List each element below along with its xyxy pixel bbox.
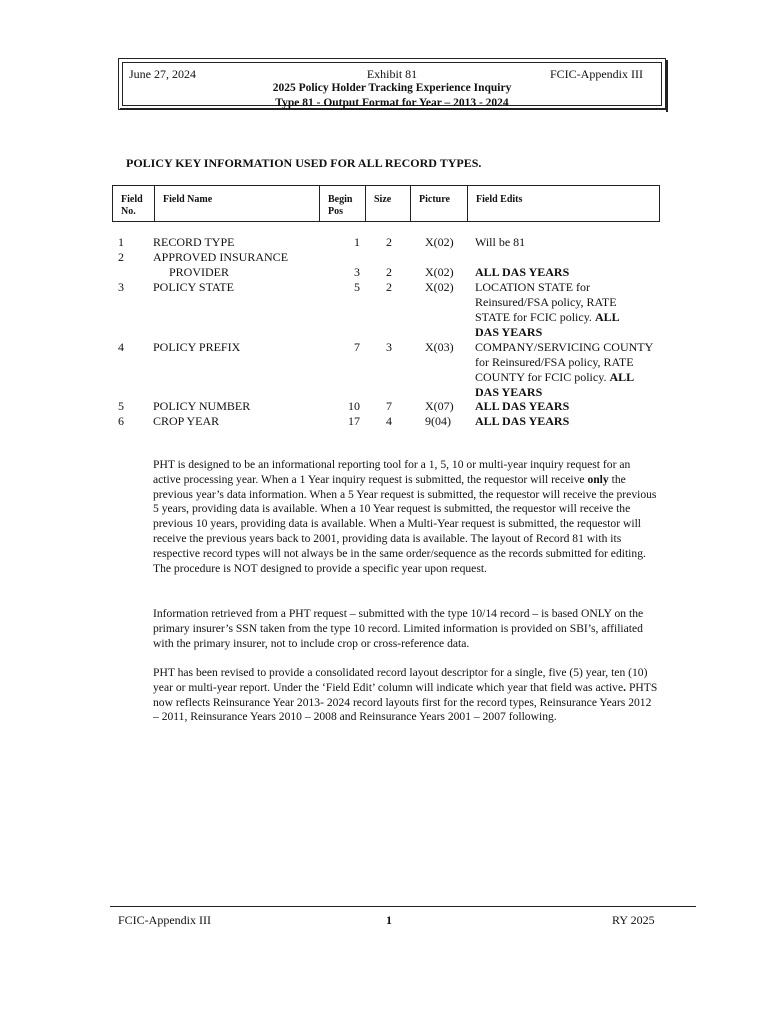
col-field-name	[155, 186, 320, 221]
row3-edit	[475, 280, 640, 340]
header-appendix: FCIC-Appendix III	[550, 67, 643, 81]
paragraph-1-bold: only	[587, 472, 609, 486]
row4-edit-text: COMPANY/SERVICING COUNTY for Reinsured/FSA policy, RATE COUNTY for FCIC policy.	[475, 340, 653, 384]
row2-size: 2	[386, 265, 392, 279]
row2-picture: X(02)	[425, 265, 454, 279]
row1-size: 2	[386, 235, 392, 249]
col-field-edits-label: Field Edits	[476, 194, 523, 205]
row2-no: 2	[118, 250, 124, 264]
row3-no: 3	[118, 280, 124, 294]
footer-reinsurance-year: RY 2025	[612, 913, 655, 927]
row4-picture: X(03)	[425, 340, 454, 354]
paragraph-3-a: PHT has been revised to provide a consolidated record layout descriptor for a single, five (5) year, ten (10) year or multi-year report. Under the ‘Field Edit’ column will indicate which year that field was active	[153, 666, 648, 694]
row6-begin: 17	[348, 414, 360, 428]
col-field-no-line2: No.	[121, 206, 136, 217]
row1-picture: X(02)	[425, 235, 454, 249]
row6-picture: 9(04)	[425, 414, 451, 428]
row1-no: 1	[118, 235, 124, 249]
footer-page-number: 1	[386, 913, 392, 927]
paragraph-3-b: PHTS now reflects Reinsurance Year 2013- 2024 record layouts first for the record types, Reinsurance Years 2012 – 2011, Reinsurance Years 2010 – 2008 and Reinsurance Years 2001 – 2007 following.	[153, 680, 658, 724]
col-picture	[411, 186, 468, 221]
row4-size: 3	[386, 340, 392, 354]
row3-size: 2	[386, 280, 392, 294]
row2-edit-bold: ALL DAS YEARS	[475, 265, 570, 279]
row2-begin: 3	[354, 265, 360, 279]
col-field-no	[113, 186, 155, 221]
paragraph-3	[153, 666, 658, 725]
row6-edit-bold: ALL DAS YEARS	[475, 414, 570, 428]
row4-edit-bold: ALL DAS YEARS	[475, 370, 634, 399]
header-date: June 27, 2024	[129, 67, 196, 81]
row1-edit	[475, 235, 650, 250]
row2-name: APPROVED INSURANCE	[153, 250, 289, 264]
header-exhibit: Exhibit 81	[366, 67, 418, 81]
header-title-line2: Type 81 - Output Format for Year – 2013 - 2024	[275, 97, 509, 109]
col-picture-label: Picture	[419, 194, 450, 205]
document-header	[118, 58, 666, 110]
row3-edit-text: LOCATION STATE for Reinsured/FSA policy, RATE STATE for FCIC policy.	[475, 280, 617, 324]
header-shadow-right	[666, 60, 668, 112]
footer-appendix: FCIC-Appendix III	[118, 913, 211, 927]
row4-no: 4	[118, 340, 124, 354]
row4-begin: 7	[354, 340, 360, 354]
paragraph-1-a: PHT is designed to be an informational reporting tool for a 1, 5, 10 or multi-year inquiry request for an active processing year. When a 1 Year inquiry request is submitted, the requestor will receive	[153, 458, 631, 486]
paragraph-1	[153, 458, 658, 576]
col-field-no-line1: Field	[121, 194, 143, 205]
row4-edit	[475, 340, 653, 400]
row6-name: CROP YEAR	[153, 414, 220, 428]
paragraph-3-bold: .	[623, 680, 627, 694]
row1-begin: 1	[354, 235, 360, 249]
footer-rule	[110, 906, 696, 907]
row5-no: 5	[118, 399, 124, 413]
col-field-name-label: Field Name	[163, 194, 213, 205]
row3-begin: 5	[354, 280, 360, 294]
row6-no: 6	[118, 414, 124, 428]
row3-edit-bold: ALL DAS YEARS	[475, 310, 619, 339]
row5-edit	[475, 399, 650, 414]
row5-name: POLICY NUMBER	[153, 399, 251, 413]
row6-size: 4	[386, 414, 392, 428]
row5-picture: X(07)	[425, 399, 454, 413]
col-field-edits	[468, 186, 658, 221]
row2-edit	[475, 265, 650, 280]
row1-edit-text: Will be 81	[475, 235, 526, 249]
row5-edit-bold: ALL DAS YEARS	[475, 399, 570, 413]
section-title: POLICY KEY INFORMATION USED FOR ALL RECORD TYPES.	[126, 156, 482, 170]
paragraph-1-b: the previous year’s data information. When a 5 Year request is submitted, the requestor will receive the previous 5 years, providing data is available. When a 10 Year request is submitted, the requestor will receive the previous 10 years, providing data is available. When a Multi-Year request is submitted, the requestor will receive the previous years back to 2001, providing data is available. The layout of Record 81 with its respective record types will not always be in the same order/sequence as the records submitted for editing. The procedure is NOT designed to provide a specific year upon request.	[153, 472, 657, 575]
paragraph-2: Information retrieved from a PHT request – submitted with the type 10/14 record – is based ONLY on the primary insurer’s SSN taken from the type 10 record. Limited information is provided on SBI’s, affiliated with the primary insurer, not to include crop or cross-reference data.	[153, 607, 644, 650]
col-begin-line1: Begin	[328, 194, 353, 205]
row3-picture: X(02)	[425, 280, 454, 294]
col-size	[366, 186, 411, 221]
row1-name: RECORD TYPE	[153, 235, 235, 249]
header-inner-border	[122, 62, 662, 109]
row2-name-cont: PROVIDER	[169, 265, 230, 279]
table-header	[112, 185, 660, 222]
col-begin-pos	[320, 186, 366, 221]
header-title-line1: 2025 Policy Holder Tracking Experience Inquiry	[272, 82, 512, 94]
row4-name: POLICY PREFIX	[153, 340, 241, 354]
col-begin-line2: Pos	[328, 206, 343, 217]
row6-edit	[475, 414, 650, 429]
row3-name: POLICY STATE	[153, 280, 234, 294]
col-size-label: Size	[374, 194, 392, 205]
row5-size: 7	[386, 399, 392, 413]
row5-begin: 10	[348, 399, 360, 413]
